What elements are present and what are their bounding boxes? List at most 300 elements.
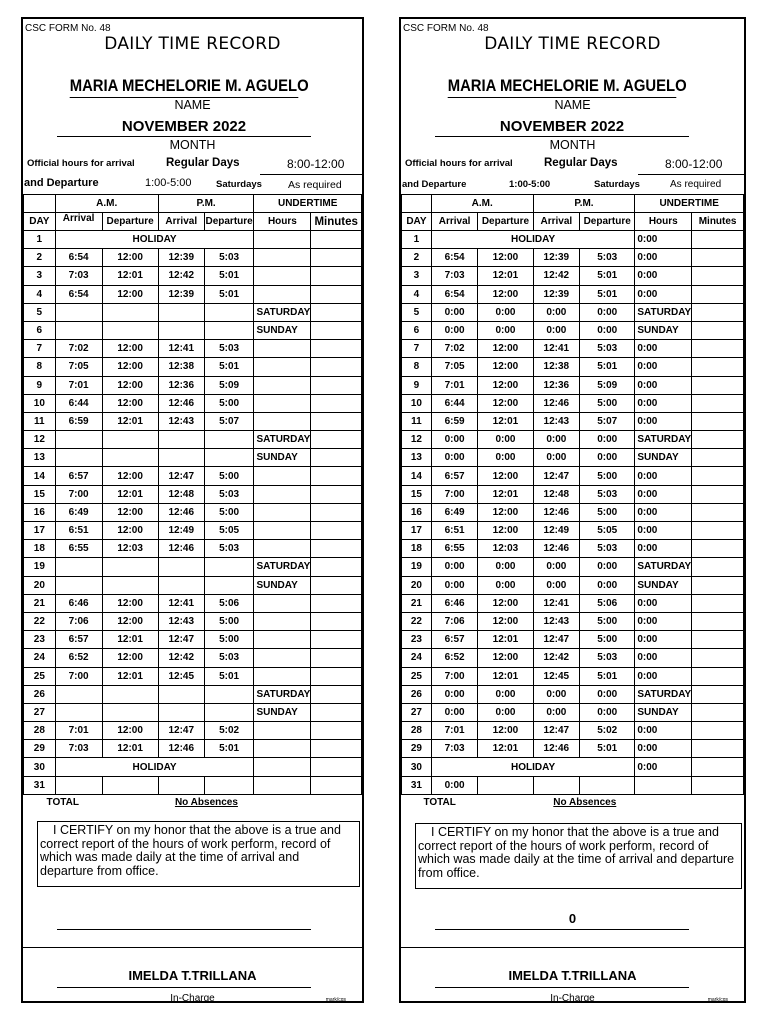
undertime-minutes-cell [311,267,362,285]
am-arrival-cell: 6:44 [55,394,102,412]
am-departure-cell: 12:00 [102,612,158,630]
undertime-hours-cell [254,667,311,685]
am-arrival-cell: 6:59 [431,412,478,430]
undertime-minutes-cell [311,231,362,249]
am-arrival-cell: 7:03 [55,740,102,758]
day-cell: 7 [402,340,432,358]
undertime-hours-cell [254,758,311,776]
am-departure-cell: 12:00 [102,394,158,412]
undertime-minutes-cell [692,249,744,267]
undertime-hours-cell [254,394,311,412]
table-row [24,340,362,358]
pm-arrival-cell: 12:41 [533,340,580,358]
undertime-hours-cell [254,540,311,558]
day-header: DAY [402,213,432,231]
table-row [24,249,362,267]
pm-header: P.M. [533,195,635,213]
am-arrival-cell: 6:49 [55,503,102,521]
undertime-minutes-cell [311,449,362,467]
undertime-minutes-cell [692,485,744,503]
and-departure-label: and Departure [24,177,99,189]
undertime-hours-cell: 0:00 [635,503,692,521]
table-row [402,740,744,758]
undertime-minutes-cell [311,412,362,430]
pm-departure-cell [204,303,254,321]
undertime-minutes-cell [692,703,744,721]
pm-departure-cell: 5:03 [580,540,635,558]
pm-departure-cell: 0:00 [580,558,635,576]
am-departure-cell: 12:00 [478,503,533,521]
undertime-minutes-cell [311,740,362,758]
pm-departure-cell: 5:02 [204,722,254,740]
no-absences-label: No Absences [553,797,617,809]
am-arrival-cell: 6:46 [55,594,102,612]
table-row [24,631,362,649]
day-cell: 27 [402,703,432,721]
pm-departure-cell: 5:06 [580,594,635,612]
pm-arrival-cell: 12:46 [158,394,204,412]
pm-arrival-cell: 12:46 [533,394,580,412]
pm-arrival-cell: 0:00 [533,703,580,721]
pm-arrival-cell [158,703,204,721]
pm-arrival-cell: 12:47 [533,722,580,740]
am-departure-cell: 12:00 [478,394,533,412]
undertime-hours-cell [254,376,311,394]
day-cell: 12 [402,431,432,449]
undertime-minutes-cell [692,503,744,521]
day-cell: 11 [402,412,432,430]
am-departure-cell: 0:00 [478,685,533,703]
table-row [402,303,744,321]
saturdays-value: As required [670,179,722,190]
pm-arrival-cell: 12:49 [533,522,580,540]
undertime-hours-cell: 0:00 [635,267,692,285]
pm-departure-cell: 5:03 [204,649,254,667]
in-charge-label: In-Charge [550,993,595,1004]
holiday-cell: HOLIDAY [431,231,635,249]
pm-departure-cell: 5:03 [580,340,635,358]
undertime-minutes-cell [311,576,362,594]
pm-departure-cell: 5:00 [204,503,254,521]
am-departure-cell: 12:00 [102,467,158,485]
time-record-table [401,194,744,811]
am-arrival-cell: 7:06 [431,612,478,630]
am-arrival-cell: 7:01 [431,376,478,394]
undertime-minutes-cell [692,467,744,485]
tiny-mark: mark/cgs [707,997,728,1003]
table-row [24,376,362,394]
undertime-minutes-cell [311,649,362,667]
pm-arrival-cell: 12:42 [533,267,580,285]
header-blank [402,195,432,213]
in-charge-label: In-Charge [170,993,215,1004]
form-title: DAILY TIME RECORD [484,34,661,54]
pm-arrival-cell: 12:49 [158,522,204,540]
table-row [24,412,362,430]
am-departure-cell: 12:00 [478,358,533,376]
table-row [402,631,744,649]
am-departure-header: Departure [102,213,158,231]
pm-arrival-cell [158,558,204,576]
undertime-minutes-cell [692,522,744,540]
table-row [402,249,744,267]
am-departure-cell: 12:00 [478,340,533,358]
undertime-hours-cell [254,340,311,358]
undertime-minutes-cell [311,685,362,703]
am-arrival-cell: 0:00 [431,321,478,339]
pm-arrival-cell [158,321,204,339]
pm-departure-cell: 0:00 [580,685,635,703]
pm-departure-cell: 5:00 [580,631,635,649]
undertime-hours-cell: SATURDAY [635,685,692,703]
am-arrival-cell: 7:00 [55,667,102,685]
day-cell: 26 [402,685,432,703]
pm-departure-cell: 5:03 [204,540,254,558]
am-arrival-cell: 7:03 [431,267,478,285]
pm-departure-cell: 5:01 [580,267,635,285]
day-cell: 2 [24,249,56,267]
undertime-hours-cell: SUNDAY [254,321,311,339]
am-departure-cell: 12:01 [102,667,158,685]
pm-departure-cell: 0:00 [580,431,635,449]
pm-arrival-cell [158,576,204,594]
and-departure-label: and Departure [402,179,467,190]
certification-text: I CERTIFY on my honor that the above is a true and correct report of the hours of work perform, record of which was made daily at the time of arrival and departure from office. [37,821,360,887]
undertime-minutes-cell [692,594,744,612]
day-header: DAY [24,213,56,231]
undertime-hours-cell: SUNDAY [254,703,311,721]
undertime-minutes-cell [692,358,744,376]
undertime-hours-cell [254,267,311,285]
saturdays-value: As required [288,179,342,191]
undertime-minutes-cell [692,340,744,358]
day-cell: 27 [24,703,56,721]
am-departure-cell: 12:00 [102,722,158,740]
day-cell: 22 [402,612,432,630]
pm-departure-cell: 5:05 [580,522,635,540]
day-cell: 15 [402,485,432,503]
undertime-minutes-cell [692,540,744,558]
pm-arrival-cell: 12:43 [158,612,204,630]
pm-departure-cell [204,576,254,594]
pm-arrival-cell: 12:46 [158,503,204,521]
am-departure-cell [102,576,158,594]
undertime-hours-cell: 0:00 [635,485,692,503]
undertime-hours-cell: SUNDAY [635,576,692,594]
table-row [24,503,362,521]
table-row [402,412,744,430]
undertime-hours-cell: 0:00 [635,667,692,685]
day-cell: 29 [24,740,56,758]
table-row [402,467,744,485]
pm-departure-cell: 5:00 [580,394,635,412]
am-arrival-cell [55,576,102,594]
hours-header: Hours [635,213,692,231]
pm-arrival-cell: 12:47 [533,631,580,649]
am-departure-cell: 12:00 [102,376,158,394]
undertime-minutes-cell [692,558,744,576]
pm-departure-cell: 0:00 [580,703,635,721]
pm-arrival-cell: 12:39 [158,285,204,303]
day-cell: 16 [402,503,432,521]
pm-departure-cell: 5:09 [204,376,254,394]
pm-departure-cell: 5:02 [580,722,635,740]
am-arrival-cell: 6:55 [431,540,478,558]
undertime-minutes-cell [692,740,744,758]
pm-departure-cell: 5:07 [204,412,254,430]
pm-arrival-cell: 12:39 [158,249,204,267]
name-label: NAME [554,98,591,112]
pm-arrival-cell: 12:43 [533,412,580,430]
day-cell: 15 [24,485,56,503]
am-arrival-cell: 7:05 [55,358,102,376]
undertime-minutes-cell [311,340,362,358]
undertime-minutes-cell [692,412,744,430]
day-cell: 19 [402,558,432,576]
undertime-minutes-cell [311,358,362,376]
pm-departure-cell [204,703,254,721]
am-arrival-cell [55,703,102,721]
am-arrival-cell: 7:05 [431,358,478,376]
pm-departure-header: Departure [204,213,254,231]
day-cell: 31 [402,776,432,794]
undertime-minutes-cell [311,522,362,540]
table-row [24,394,362,412]
pm-departure-cell: 5:01 [204,267,254,285]
table-row [24,667,362,685]
day-cell: 2 [402,249,432,267]
am-arrival-cell: 0:00 [431,576,478,594]
day-cell: 13 [24,449,56,467]
pm-arrival-cell: 12:45 [533,667,580,685]
time-record-table [23,194,362,811]
pm-departure-cell: 0:00 [580,576,635,594]
am-arrival-header: Arrival [431,213,478,231]
undertime-minutes-cell [692,376,744,394]
am-arrival-cell: 6:54 [431,249,478,267]
minutes-header: Minutes [692,213,744,231]
am-arrival-cell: 7:00 [55,485,102,503]
pm-arrival-cell: 0:00 [533,558,580,576]
undertime-minutes-cell [311,594,362,612]
undertime-hours-cell: 0:00 [635,376,692,394]
pm-arrival-cell: 12:48 [158,485,204,503]
pm-arrival-cell [158,685,204,703]
pm-departure-cell [204,431,254,449]
undertime-hours-cell: SUNDAY [635,449,692,467]
am-departure-cell [102,431,158,449]
pm-arrival-cell: 12:46 [158,740,204,758]
table-row [402,485,744,503]
undertime-hours-cell: SATURDAY [254,303,311,321]
table-row [24,740,362,758]
header-blank [24,195,56,213]
am-departure-cell: 0:00 [478,576,533,594]
regular-hours-am: 8:00-12:00 [287,157,345,171]
undertime-minutes-cell [692,631,744,649]
day-cell: 23 [402,631,432,649]
pm-departure-cell: 5:00 [204,631,254,649]
table-row [402,431,744,449]
dtr-form-left [21,17,364,1003]
undertime-minutes-cell [311,285,362,303]
pm-departure-cell [204,558,254,576]
undertime-minutes-cell [692,431,744,449]
am-departure-cell: 12:00 [102,285,158,303]
am-departure-cell: 12:03 [478,540,533,558]
pm-departure-cell: 5:03 [204,340,254,358]
am-arrival-cell: 6:51 [431,522,478,540]
am-header: A.M. [431,195,533,213]
undertime-minutes-cell [692,321,744,339]
undertime-minutes-cell [692,576,744,594]
pm-departure-cell: 0:00 [580,303,635,321]
undertime-hours-cell: 0:00 [635,649,692,667]
table-row [402,267,744,285]
no-absences-label: No Absences [174,797,238,809]
day-cell: 24 [402,649,432,667]
day-cell: 23 [24,631,56,649]
table-row [402,540,744,558]
pm-departure-cell: 5:00 [204,394,254,412]
day-cell: 16 [24,503,56,521]
day-cell: 3 [402,267,432,285]
am-arrival-cell: 0:00 [431,431,478,449]
month-label: MONTH [169,138,216,152]
pm-arrival-cell: 12:45 [158,667,204,685]
undertime-hours-cell: 0:00 [635,540,692,558]
day-cell: 19 [24,558,56,576]
pm-departure-cell [204,685,254,703]
undertime-minutes-cell [311,758,362,776]
am-arrival-cell: 6:59 [55,412,102,430]
undertime-header: UNDERTIME [254,195,362,213]
pm-departure-cell [204,449,254,467]
undertime-hours-cell: SUNDAY [635,703,692,721]
official-hours-label: Official hours for arrival [405,158,513,169]
table-row [402,394,744,412]
pm-arrival-header: Arrival [533,213,580,231]
am-arrival-cell: 6:44 [431,394,478,412]
undertime-hours-cell [254,467,311,485]
table-row [24,449,362,467]
am-departure-cell: 12:01 [478,412,533,430]
am-departure-cell: 12:01 [478,485,533,503]
hours-header: Hours [254,213,311,231]
saturdays-label: Saturdays [216,179,262,190]
am-arrival-cell: 6:54 [55,249,102,267]
am-arrival-cell: 6:55 [55,540,102,558]
undertime-hours-cell [254,249,311,267]
am-departure-cell: 12:01 [102,485,158,503]
undertime-hours-cell: 0:00 [635,394,692,412]
total-blank [692,794,744,811]
am-arrival-cell: 7:06 [55,612,102,630]
undertime-minutes-cell [692,649,744,667]
am-arrival-cell [55,685,102,703]
day-cell: 9 [402,376,432,394]
table-row [24,485,362,503]
total-blank [311,794,362,811]
undertime-hours-cell [254,503,311,521]
am-departure-cell: 12:00 [478,376,533,394]
undertime-header: UNDERTIME [635,195,744,213]
saturdays-label: Saturdays [594,179,640,190]
am-departure-cell: 12:01 [102,631,158,649]
signature-value: 0 [568,911,577,926]
day-cell: 21 [402,594,432,612]
name-label: NAME [174,98,211,112]
table-row [402,358,744,376]
table-row [24,758,362,776]
pm-arrival-cell: 12:46 [533,540,580,558]
table-row [24,267,362,285]
undertime-minutes-cell [311,303,362,321]
undertime-minutes-cell [311,631,362,649]
undertime-minutes-cell [311,321,362,339]
day-cell: 6 [24,321,56,339]
in-charge-name: IMELDA T.TRILLANA [508,968,637,983]
table-row [402,649,744,667]
am-departure-cell [102,685,158,703]
am-departure-cell: 12:01 [478,631,533,649]
regular-hours-am: 8:00-12:00 [665,157,723,171]
pm-arrival-cell: 12:42 [533,649,580,667]
undertime-minutes-cell [692,231,744,249]
pm-departure-cell: 5:05 [204,522,254,540]
day-cell: 18 [402,540,432,558]
day-cell: 6 [402,321,432,339]
am-departure-cell [102,776,158,794]
am-departure-cell [102,449,158,467]
pm-header: P.M. [158,195,254,213]
day-cell: 20 [402,576,432,594]
pm-arrival-cell: 12:46 [533,740,580,758]
undertime-minutes-cell [311,558,362,576]
pm-departure-cell: 5:01 [580,285,635,303]
regular-hours-pm: 1:00-5:00 [145,177,192,189]
table-row [24,594,362,612]
undertime-hours-cell [254,631,311,649]
undertime-minutes-cell [311,722,362,740]
am-arrival-cell: 7:03 [55,267,102,285]
am-arrival-cell [55,449,102,467]
undertime-minutes-cell [692,758,744,776]
am-departure-cell: 12:01 [478,267,533,285]
official-hours-label: Official hours for arrival [27,158,135,169]
day-cell: 8 [24,358,56,376]
minutes-header: Minutes [311,213,362,231]
pm-departure-cell: 5:01 [580,358,635,376]
pm-arrival-cell: 12:41 [158,340,204,358]
pm-departure-cell: 5:00 [580,612,635,630]
table-row [402,612,744,630]
pm-arrival-cell: 12:36 [158,376,204,394]
table-row [24,231,362,249]
table-row [402,576,744,594]
undertime-hours-cell: 0:00 [635,722,692,740]
undertime-hours-cell: 0:00 [635,740,692,758]
am-departure-cell: 12:00 [478,649,533,667]
undertime-hours-cell: SATURDAY [635,431,692,449]
am-departure-cell: 0:00 [478,431,533,449]
table-row [24,358,362,376]
undertime-hours-cell [254,412,311,430]
am-departure-header: Departure [478,213,533,231]
table-row [402,340,744,358]
day-cell: 5 [402,303,432,321]
form-number: CSC FORM No. 48 [25,23,111,34]
